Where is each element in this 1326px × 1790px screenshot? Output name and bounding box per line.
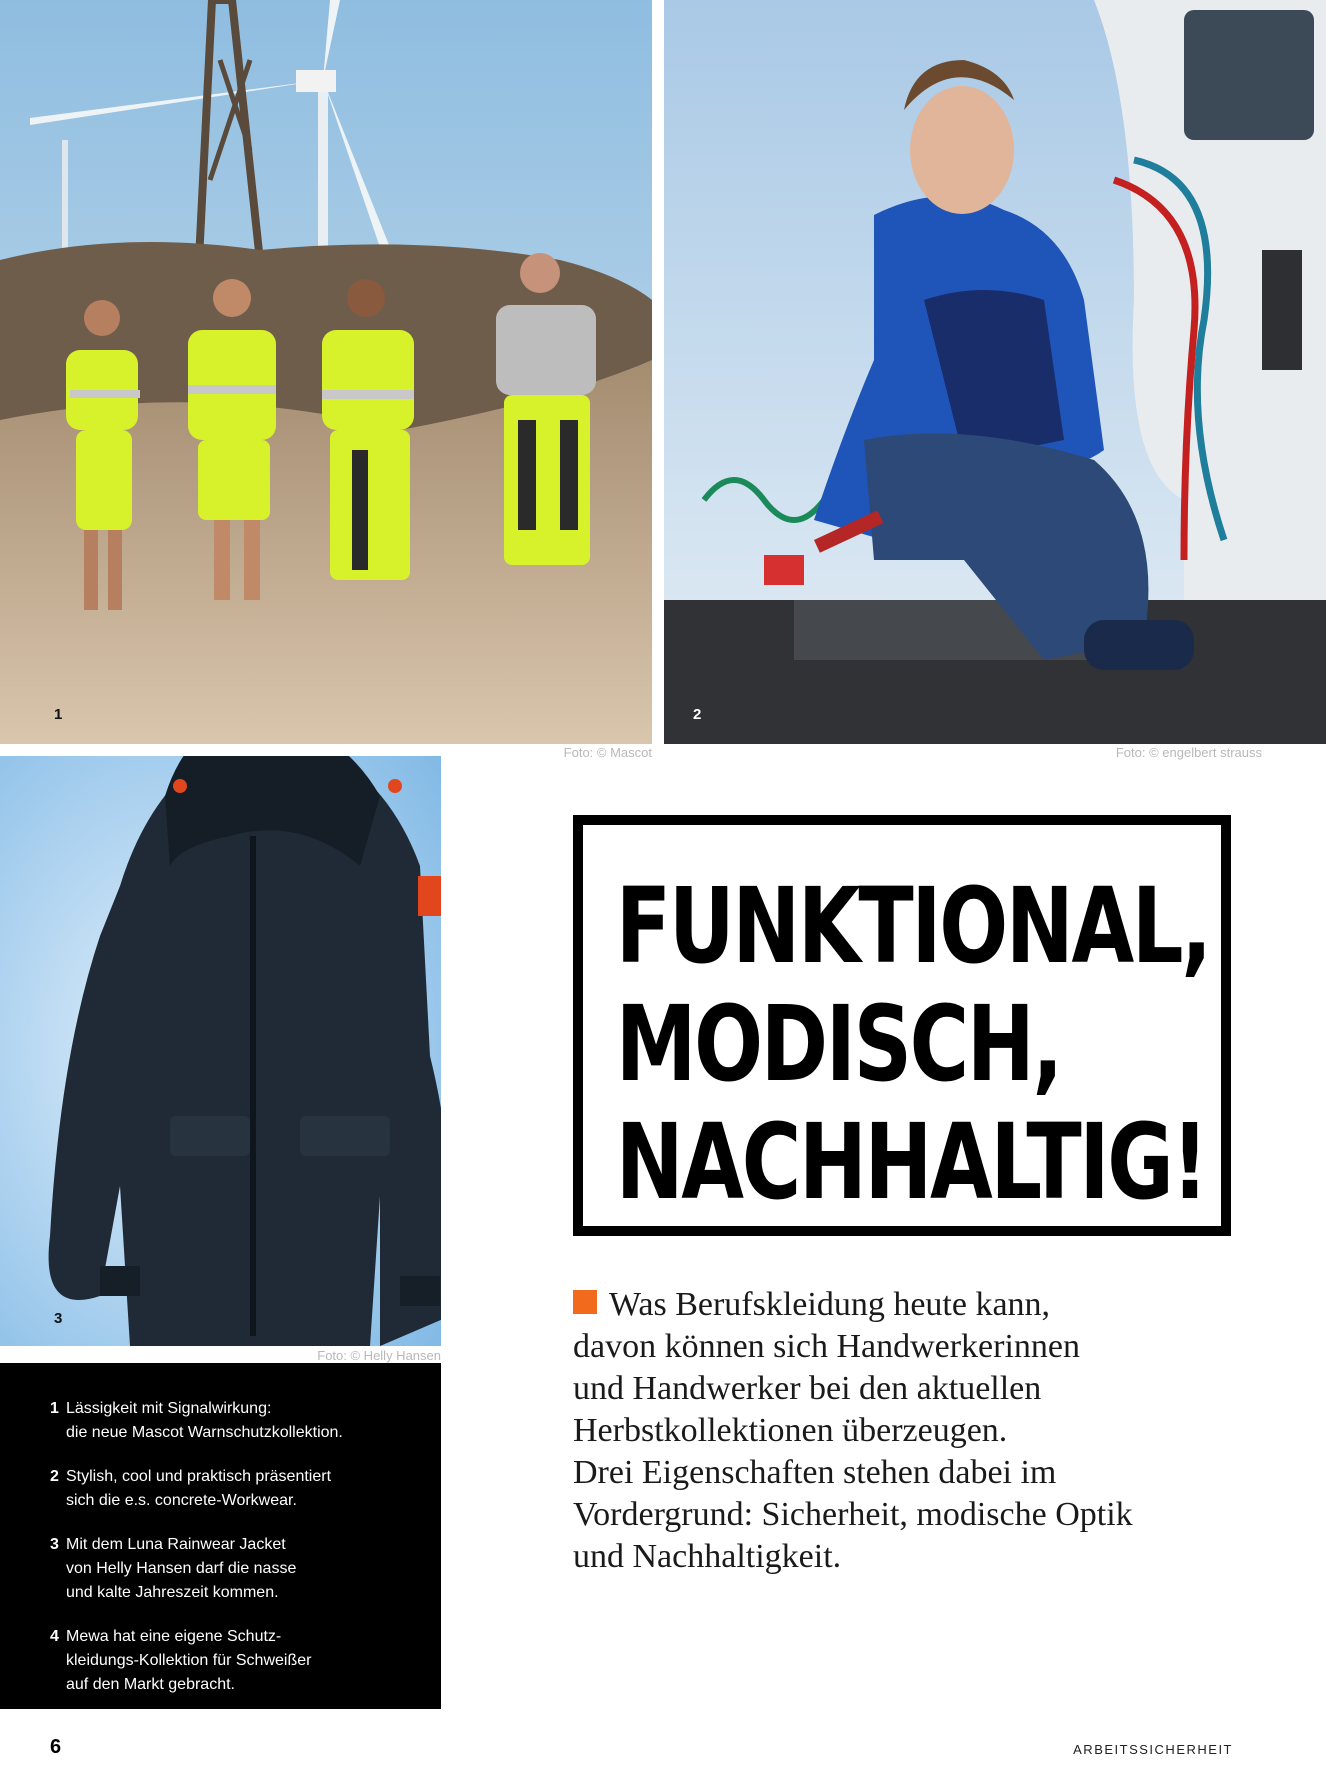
headline-line-2: MODISCH,: [615, 983, 1061, 1105]
caption-line: und kalte Jahreszeit kommen.: [66, 1584, 279, 1601]
photo-rain-jacket: [0, 756, 441, 1346]
intro-line-4: Herbstkollektionen überzeugen.: [573, 1412, 1008, 1449]
photo-blue-workwear: [664, 0, 1326, 744]
caption-line: die neue Mascot Warnschutzkollektion.: [66, 1424, 343, 1441]
caption-1: [50, 1397, 441, 1445]
photo-number-1: 1: [54, 706, 63, 723]
caption-number: 2: [50, 1468, 59, 1485]
intro-line-2: davon können sich Handwerkerinnen: [573, 1328, 1081, 1365]
photo-credit-2: Foto: © engelbert strauss: [1115, 745, 1262, 760]
caption-line: Stylish, cool und praktisch präsentiert: [66, 1468, 332, 1485]
caption-line: Mewa hat eine eigene Schutz-: [66, 1628, 282, 1645]
orange-square-icon: [573, 1290, 597, 1314]
caption-number: 4: [50, 1628, 59, 1645]
caption-line: auf den Markt gebracht.: [66, 1676, 235, 1693]
section-label: ARBEITSSICHERHEIT: [1073, 1742, 1233, 1757]
caption-line: sich die e.s. concrete-Workwear.: [66, 1492, 297, 1509]
photo-credit-1: Foto: © Mascot: [563, 745, 652, 760]
intro-text: [573, 1284, 1193, 1578]
headline-line-3: NACHHALTIG!: [615, 1101, 1207, 1223]
intro-line-1: Was Berufskleidung heute kann,: [609, 1286, 1051, 1323]
intro-line-7: und Nachhaltigkeit.: [573, 1538, 842, 1575]
photo-hivis-workers: [0, 0, 652, 744]
photo-credit-3: Foto: © Helly Hansen: [317, 1348, 441, 1363]
caption-number: 3: [50, 1536, 59, 1553]
caption-line: von Helly Hansen darf die nasse: [66, 1560, 297, 1577]
intro-line-6: Vordergrund: Sicherheit, modische Optik: [573, 1496, 1133, 1533]
caption-3: [50, 1533, 441, 1605]
photo-number-2: 2: [693, 706, 702, 723]
caption-4: [50, 1625, 441, 1697]
captions-box: [0, 1363, 441, 1709]
caption-line: Mit dem Luna Rainwear Jacket: [66, 1536, 286, 1553]
photo-number-3: 3: [54, 1310, 63, 1327]
headline-box: [573, 815, 1231, 1236]
caption-line: kleidungs-Kollektion für Schweißer: [66, 1652, 312, 1669]
page-number: 6: [50, 1736, 62, 1758]
caption-number: 1: [50, 1400, 59, 1417]
caption-line: Lässigkeit mit Signalwirkung:: [66, 1400, 272, 1417]
caption-2: [50, 1465, 441, 1513]
intro-line-5: Drei Eigenschaften stehen dabei im: [573, 1454, 1057, 1491]
headline-line-1: FUNKTIONAL,: [615, 865, 1210, 987]
intro-line-3: und Handwerker bei den aktuellen: [573, 1370, 1042, 1407]
